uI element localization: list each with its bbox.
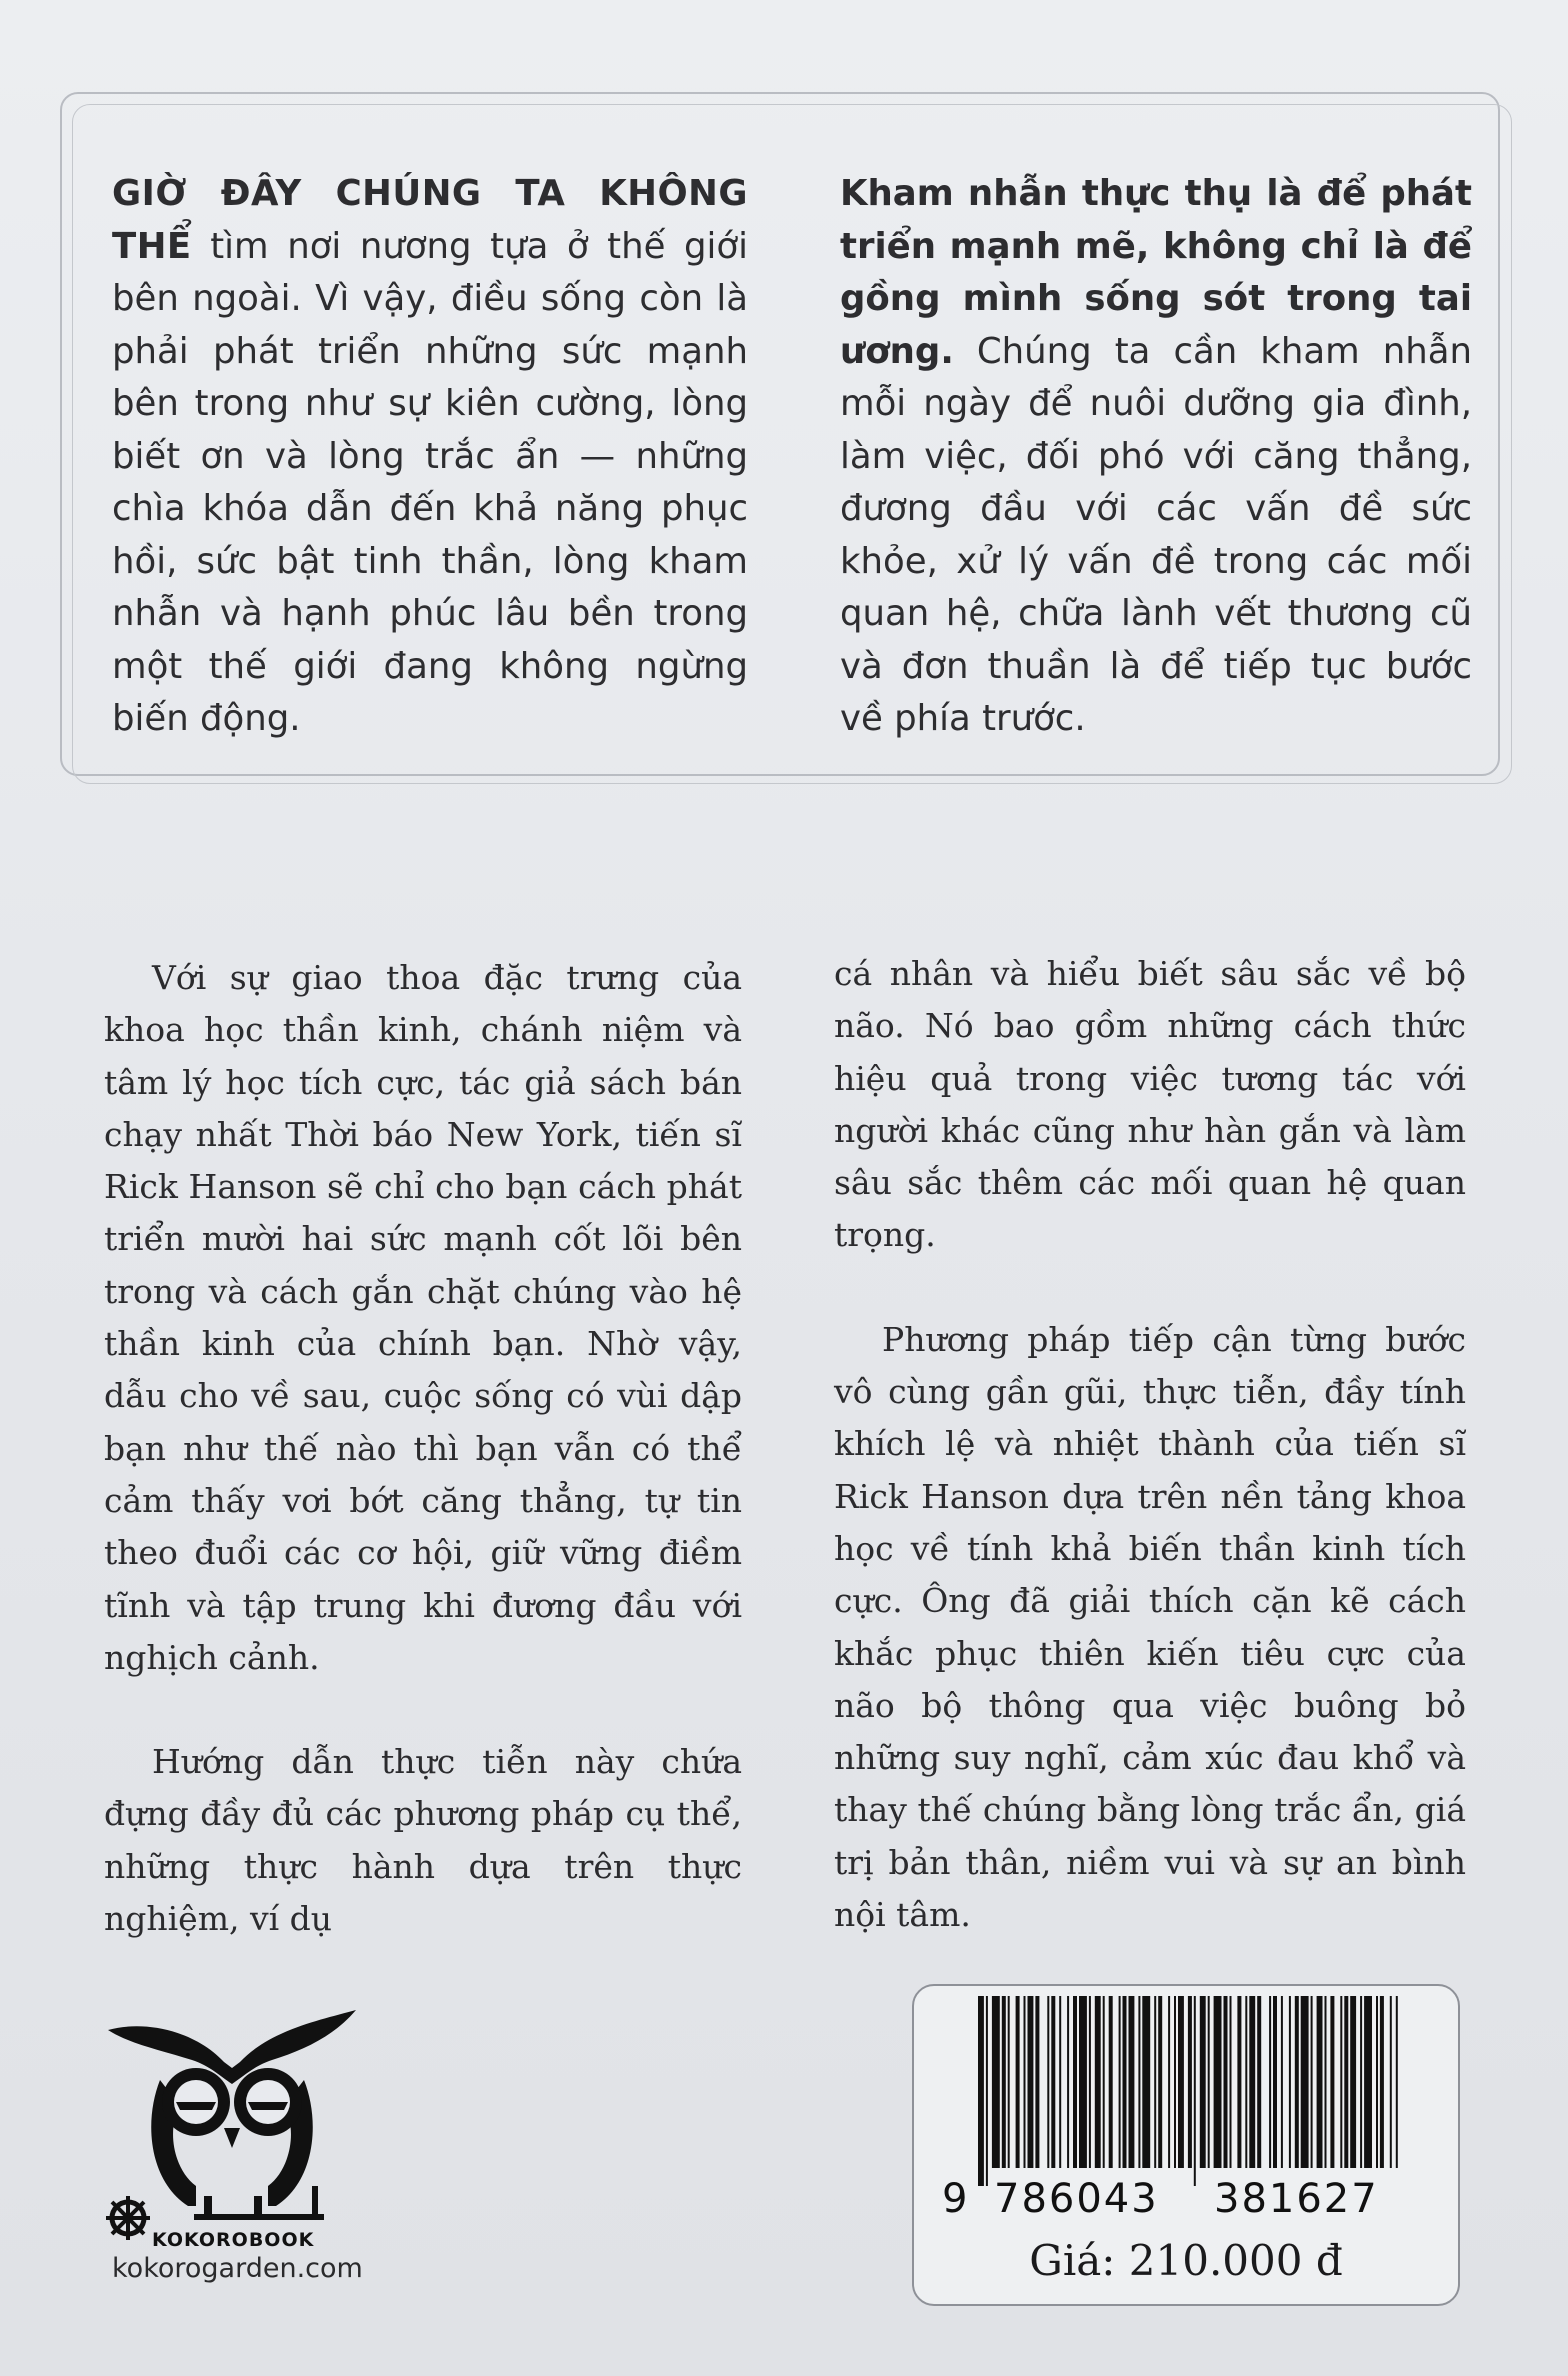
barcode-bar (1214, 1996, 1222, 2168)
publisher-website: kokorogarden.com (112, 2253, 363, 2284)
isbn-group-1: 786043 (994, 2176, 1159, 2222)
body-left-paragraph-2: Hướng dẫn thực tiễn này chứa đựng đầy đủ các phương pháp cụ thể, những thực hành dựa trên thực nghiệm, ví dụ (104, 1742, 742, 1939)
barcode-bar (1396, 1996, 1398, 2168)
logo-wordmark: KOKOROBOOK (152, 2229, 315, 2250)
barcode-bar (1200, 1996, 1206, 2168)
barcode-bar (1168, 1996, 1170, 2168)
barcode-bar (1059, 1996, 1061, 2168)
barcode-bar (1016, 1996, 1020, 2168)
barcode-bar (992, 1996, 1000, 2168)
barcode-bar (1344, 1996, 1348, 2168)
barcode-bar (1119, 1996, 1121, 2168)
barcode-bar (1178, 1996, 1184, 2168)
barcode-bar (978, 1996, 984, 2186)
body-right-paragraph-1: cá nhân và hiểu biết sâu sắc về bộ não. Nó bao gồm những cách thức hiệu quả trong việc tương tác với người khác cũng như hàn gắn và làm sâu sắc thêm các mối quan hệ quan trọng. (834, 954, 1466, 1255)
barcode-bar (1067, 1996, 1069, 2168)
barcode-bar (1281, 1996, 1283, 2168)
barcode-bar (1295, 1996, 1299, 2168)
barcode-bar (1249, 1996, 1255, 2168)
barcode-bar (1340, 1996, 1342, 2168)
body-left-column (104, 952, 742, 1945)
quote-right-text: Chúng ta cần kham nhẫn mỗi ngày để nuôi dưỡng gia đình, làm việc, đối phó với căng thẳng, đương đầu với các vấn đề sức khỏe, xử lý vấn đề trong các mối quan hệ, chữa lành vết thương cũ và đơn thuần là để tiếp tục bước về phía trước. (840, 330, 1472, 739)
barcode-bar (1224, 1996, 1228, 2168)
quote-right-column (840, 168, 1472, 746)
barcode-bar (1142, 1996, 1150, 2168)
kokorobook-owl-logo (104, 2010, 364, 2250)
barcode-bar (1390, 1996, 1392, 2168)
barcode-bar (1002, 1996, 1006, 2168)
barcode-bar (1364, 1996, 1372, 2168)
barcode-bar (1103, 1996, 1105, 2168)
body-right-paragraph-2: Phương pháp tiếp cận từng bước vô cùng gần gũi, thực tiễn, đầy tính khích lệ và nhiệt thành của tiến sĩ Rick Hanson dựa trên nền tảng khoa học về tính khả biến thần kinh tích cực. Ông đã giải thích cặn kẽ cách khắc phục thiên kiến tiêu cực của não bộ thông qua việc buông bỏ những suy nghĩ, cảm xúc đau khổ và thay thế chúng bằng lòng trắc ẩn, giá trị bản thân, niềm vui và sự an bình nội tâm. (834, 1319, 1466, 1935)
barcode-bar (1273, 1996, 1277, 2168)
barcode-bar (1330, 1996, 1334, 2168)
barcode-bar (1028, 1996, 1034, 2168)
barcode-bar (1376, 1996, 1378, 2168)
barcode-bar (1245, 1996, 1247, 2168)
barcode-bar (1380, 1996, 1384, 2168)
barcode-bar (1194, 1996, 1196, 2186)
isbn-group-2: 381627 (1214, 2176, 1379, 2222)
price-label: Giá: 210.000 đ (1029, 2236, 1343, 2285)
barcode-bar (1230, 1996, 1232, 2168)
barcode-bar (1311, 1996, 1313, 2168)
barcode-bar (1047, 1996, 1049, 2168)
barcode-bar (1208, 1996, 1210, 2168)
barcode-bar (1129, 1996, 1135, 2168)
barcode-bar (1109, 1996, 1113, 2168)
barcode-bar (1024, 1996, 1026, 2168)
barcode-bar (1158, 1996, 1162, 2168)
barcode-bar (1154, 1996, 1156, 2168)
barcode-bar (1008, 1996, 1010, 2168)
barcode-bar (1123, 1996, 1127, 2168)
quote-left-text: tìm nơi nương tựa ở thế giới bên ngoài. Vì vậy, điều sống còn là phải phát triển những sức mạnh bên trong như sự kiên cường, lòng biết ơn và lòng trắc ẩn — những chìa khóa dẫn đến khả năng phục hồi, sức bật tinh thần, lòng kham nhẫn và hạnh phúc lâu bền trong một thế giới đang không ngừng biến động. (112, 225, 748, 739)
barcode-bar (1051, 1996, 1055, 2168)
barcode-bar (1138, 1996, 1140, 2168)
body-right-column (834, 948, 1466, 1941)
barcode-bar (1095, 1996, 1101, 2168)
quote-left-column (112, 168, 748, 746)
barcode-bar (1269, 1996, 1271, 2168)
barcode-bar (1301, 1996, 1309, 2168)
barcode-bar (1289, 1996, 1291, 2168)
barcode-bar (1360, 1996, 1362, 2168)
isbn-lead-digit: 9 (942, 2176, 968, 2222)
barcode-bar (1079, 1996, 1087, 2168)
barcode-bar (1257, 1996, 1261, 2168)
isbn-barcode (978, 1996, 1408, 2186)
barcode-bar (986, 1996, 988, 2186)
quote-left-lead: GIỜ ĐÂY CHÚNG TA KHÔNG THỂ (112, 173, 748, 267)
barcode-bar (1035, 1996, 1039, 2168)
barcode-bar (1174, 1996, 1176, 2168)
barcode-bar (1325, 1996, 1327, 2168)
barcode-bar (1188, 1996, 1192, 2168)
barcode-bar (1237, 1996, 1241, 2168)
barcode-bar (1089, 1996, 1091, 2168)
barcode-bar (1073, 1996, 1077, 2168)
quote-right-bold: Kham nhẫn thực thụ là để phát triển mạnh mẽ, không chỉ là để gồng mình sống sót trong tai ương. (840, 173, 1472, 372)
barcode-bar (1317, 1996, 1323, 2168)
body-left-paragraph-1: Với sự giao thoa đặc trưng của khoa học thần kinh, chánh niệm và tâm lý học tích cực, tác giả sách bán chạy nhất Thời báo New York, tiến sĩ Rick Hanson sẽ chỉ cho bạn cách phát triển mười hai sức mạnh cốt lõi bên trong và cách gắn chặt chúng vào hệ thần kinh của chính bạn. Nhờ vậy, dẫu cho về sau, cuộc sống có vùi dập bạn như thế nào thì bạn vẫn có thể cảm thấy vơi bớt căng thẳng, tự tin theo đuổi các cơ hội, giữ vững điềm tĩnh và tập trung khi đương đầu với nghịch cảnh. (104, 958, 742, 1677)
barcode-box (912, 1984, 1460, 2306)
barcode-bar (1350, 1996, 1356, 2168)
